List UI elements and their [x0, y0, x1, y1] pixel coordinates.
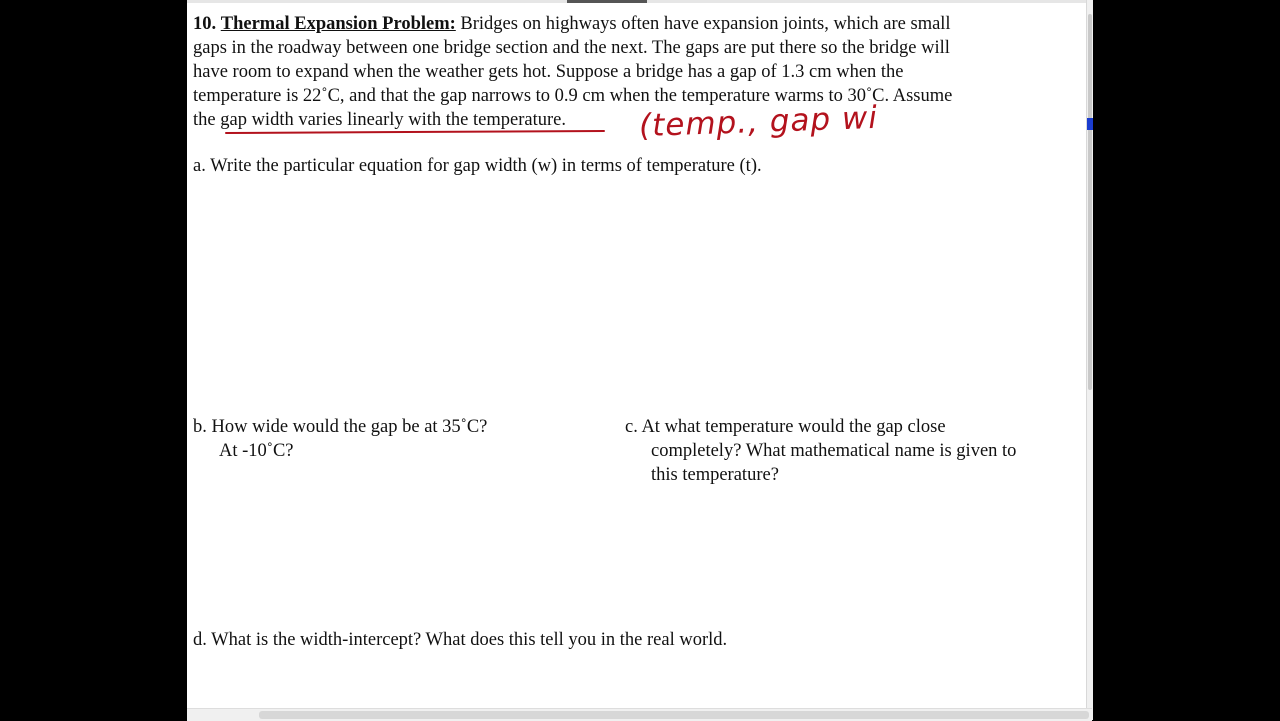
question-a: a. Write the particular equation for gap width (w) in terms of temperature (t). [193, 156, 762, 176]
problem-line-5-suffix: . [561, 110, 566, 130]
top-toolbar-strip [187, 0, 1092, 3]
problem-line-2: gaps in the roadway between one bridge section and the next. The gaps are put there so the bridge will [193, 38, 950, 58]
problem-line-1-text: Bridges on highways often have expansion joints, which are small [455, 14, 951, 34]
underlined-phrase: gap width varies linearly with the temperature [220, 110, 562, 130]
scroll-position-marker [1087, 118, 1093, 130]
horizontal-scrollbar[interactable] [187, 708, 1092, 721]
problem-number: 10. [193, 14, 217, 34]
problem-heading: Thermal Expansion Problem: [220, 14, 456, 34]
toolbar-segment [567, 0, 647, 3]
question-b-line-2: At -10˚C? [219, 441, 294, 461]
question-c-line-3: this temperature? [651, 465, 779, 485]
handwritten-note: (temp., gap wi [638, 99, 879, 145]
vertical-scroll-thumb[interactable] [1088, 14, 1092, 390]
vertical-scrollbar[interactable] [1086, 0, 1093, 720]
question-b-line-1: b. How wide would the gap be at 35˚C? [193, 417, 488, 437]
problem-line-5-prefix: the [193, 110, 221, 130]
question-c-line-1: c. At what temperature would the gap close [625, 417, 946, 437]
problem-line-4: temperature is 22˚C, and that the gap narrows to 0.9 cm when the temperature warms to 30˚C. Assume [193, 86, 953, 106]
worksheet-page [187, 0, 1092, 720]
question-c-line-2: completely? What mathematical name is given to [651, 441, 1017, 461]
question-d: d. What is the width-intercept? What does this tell you in the real world. [193, 630, 728, 650]
problem-line-3: have room to expand when the weather gets hot. Suppose a bridge has a gap of 1.3 cm when the [193, 62, 904, 82]
problem-line-1 [193, 12, 952, 36]
horizontal-scroll-thumb[interactable] [259, 711, 1089, 719]
